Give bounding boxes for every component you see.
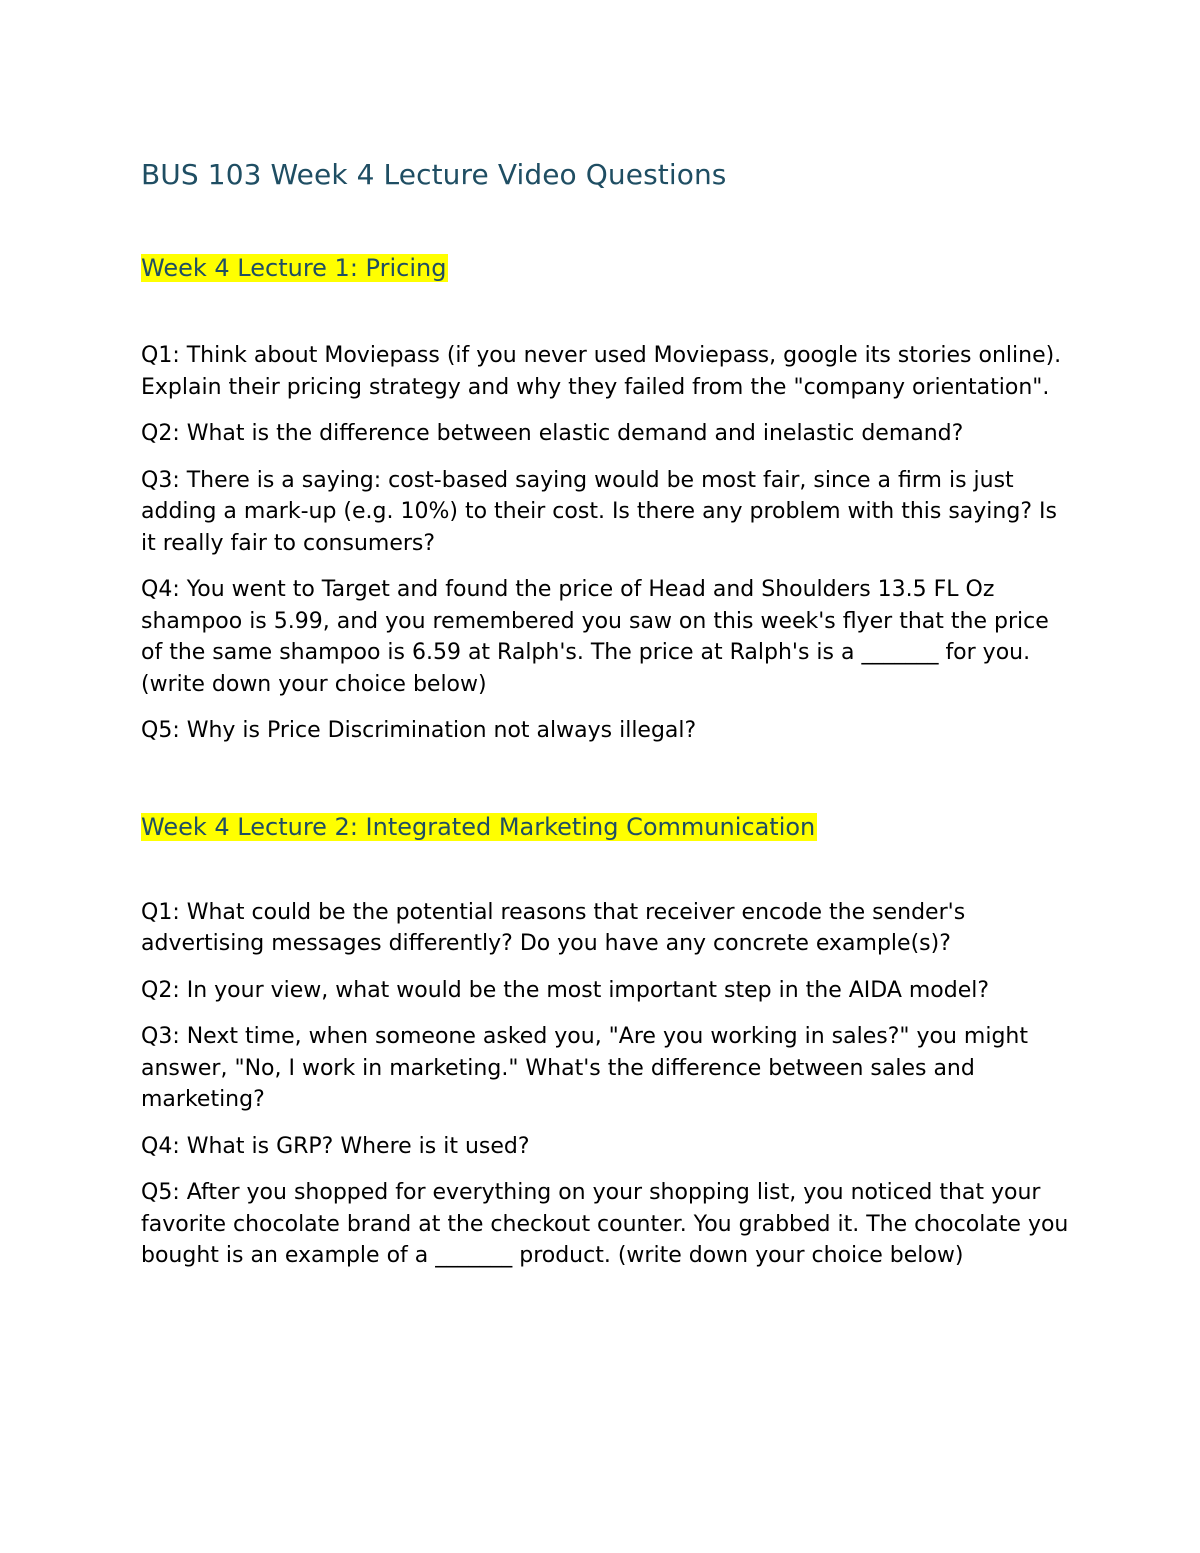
- question-5: Q5: After you shopped for everything on your shopping list, you noticed that your favorite chocolate brand at the checkout counter. You grabbed it. The chocolate you bought is an example of a _______ product. (write down your choice below): [141, 1180, 1069, 1268]
- section-lecture-2: [141, 811, 1070, 1272]
- question-2: Q2: What is the difference between elastic demand and inelastic demand?: [141, 421, 964, 446]
- question-2: Q2: In your view, what would be the most important step in the AIDA model?: [141, 977, 990, 1003]
- section-heading: [141, 811, 1070, 843]
- highlighted-heading-text: Week 4 Lecture 1: Pricing: [141, 254, 447, 282]
- question-1: Q1: Think about Moviepass (if you never used Moviepass, google its stories online). Explain their pricing strategy and why they failed from the "company orientation".: [141, 343, 1062, 400]
- section-lecture-1: [141, 252, 1070, 747]
- question-4: Q4: What is GRP? Where is it used?: [141, 1133, 530, 1159]
- section-heading: [141, 252, 1070, 284]
- question-4: Q4: You went to Target and found the price of Head and Shoulders 13.5 FL Oz shampoo is 5.99, and you remembered you saw on this week's flyer that the price of the same shampoo is 6.59 at Ralph's. The price at Ralph's is a _______ for you. (write down your choice below): [141, 577, 1049, 697]
- question-3: Q3: Next time, when someone asked you, "Are you working in sales?" you might answer, "No, I work in marketing." What's the difference between sales and marketing?: [141, 1024, 1028, 1112]
- document-title: BUS 103 Week 4 Lecture Video Questions: [141, 158, 727, 191]
- question-3: Q3: There is a saying: cost-based saying would be most fair, since a firm is just adding a mark-up (e.g. 10%) to their cost. Is there any problem with this saying? Is it really fair to consumers?: [141, 467, 1057, 556]
- question-5: Q5: Why is Price Discrimination not always illegal?: [141, 718, 697, 743]
- highlighted-heading-text: Week 4 Lecture 2: Integrated Marketing Communication: [141, 812, 816, 841]
- question-1: Q1: What could be the potential reasons that receiver encode the sender's advertising messages differently? Do you have any concrete example(s)?: [141, 899, 966, 956]
